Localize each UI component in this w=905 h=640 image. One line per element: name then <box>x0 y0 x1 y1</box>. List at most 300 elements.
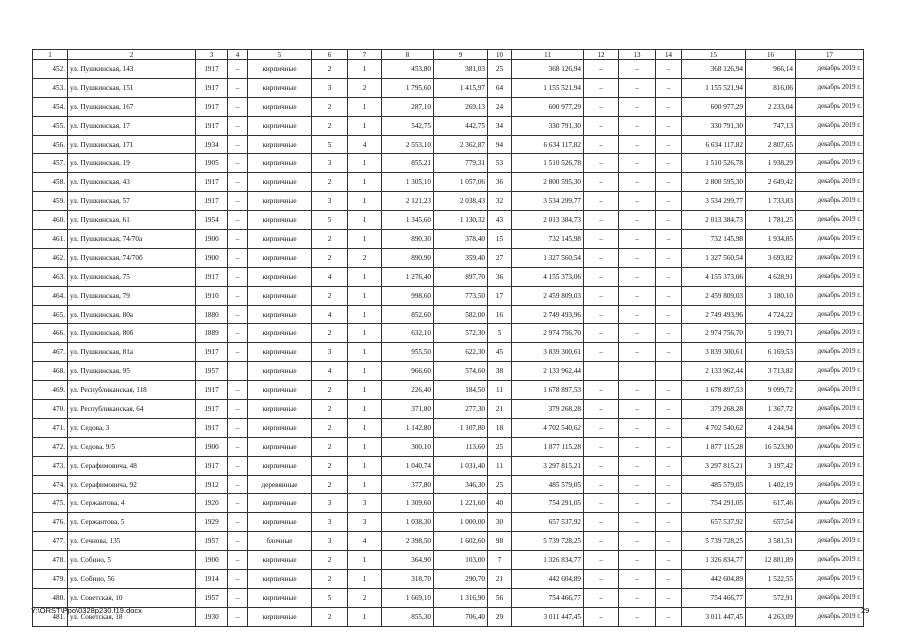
col12-cell: – <box>584 286 619 305</box>
col9-cell: 1 107,80 <box>434 418 488 437</box>
col16-cell: 747,13 <box>746 116 796 135</box>
col11-cell: 2 974 756,70 <box>512 324 584 343</box>
month-cell: декабрь 2019 г. <box>796 513 864 532</box>
col11-cell: 2 800 595,30 <box>512 173 584 192</box>
table-row <box>33 532 864 551</box>
address-cell: ул. Пушкинская, 80а <box>68 305 196 324</box>
col13-cell: – <box>619 588 656 607</box>
table-row <box>33 570 864 589</box>
col7-cell: 1 <box>348 437 382 456</box>
col9-cell: 773,50 <box>434 286 488 305</box>
col9-cell: 1 221,60 <box>434 494 488 513</box>
month-cell: декабрь 2019 г. <box>796 154 864 173</box>
year-cell: 1900 <box>196 551 228 570</box>
table-row <box>33 400 864 419</box>
col6-cell: 2 <box>312 475 348 494</box>
col15-cell: 657 537,92 <box>682 513 746 532</box>
col14-cell: – <box>656 437 682 456</box>
row-number: 457. <box>33 154 68 173</box>
col8-cell: 1 305,10 <box>382 173 434 192</box>
col16-cell: 1 938,29 <box>746 154 796 173</box>
material-cell: кирпичные <box>248 135 312 154</box>
col7-cell: 1 <box>348 192 382 211</box>
month-cell: декабрь 2019 г. <box>796 381 864 400</box>
col6-cell: 2 <box>312 418 348 437</box>
row-number: 480. <box>33 588 68 607</box>
col4-cell: – <box>228 116 248 135</box>
col13-cell: – <box>619 607 656 626</box>
col6-cell: 5 <box>312 588 348 607</box>
col13-cell: – <box>619 570 656 589</box>
address-cell: ул. Собино, 5 <box>68 551 196 570</box>
col13-cell: – <box>619 173 656 192</box>
col14-cell: – <box>656 343 682 362</box>
column-number: 6 <box>312 50 348 60</box>
address-cell: ул. Серафимовича, 48 <box>68 456 196 475</box>
col6-cell: 2 <box>312 400 348 419</box>
col7-cell: 1 <box>348 362 382 381</box>
col11-cell: 3 534 299,77 <box>512 192 584 211</box>
col14-cell: – <box>656 324 682 343</box>
col9-cell: 897,70 <box>434 267 488 286</box>
col10-cell: 5 <box>488 324 512 343</box>
col10-cell: 36 <box>488 267 512 286</box>
col6-cell: 2 <box>312 437 348 456</box>
page-number: 29 <box>861 606 870 615</box>
row-number: 474. <box>33 475 68 494</box>
col14-cell: – <box>656 192 682 211</box>
address-cell: ул. Пушкинская, 167 <box>68 97 196 116</box>
row-number: 453. <box>33 78 68 97</box>
year-cell: 1880 <box>196 305 228 324</box>
col13-cell: – <box>619 116 656 135</box>
address-cell: ул. Серафимовича, 92 <box>68 475 196 494</box>
col16-cell: 816,06 <box>746 78 796 97</box>
col9-cell: 103,00 <box>434 551 488 570</box>
table-row <box>33 607 864 626</box>
material-cell: кирпичные <box>248 286 312 305</box>
col10-cell: 98 <box>488 532 512 551</box>
col10-cell: 25 <box>488 437 512 456</box>
month-cell: декабрь 2019 г. <box>796 248 864 267</box>
col15-cell: 1 155 521,94 <box>682 78 746 97</box>
col15-cell: 485 579,05 <box>682 475 746 494</box>
col12-cell: – <box>584 418 619 437</box>
col16-cell: 9 099,72 <box>746 381 796 400</box>
col10-cell: 53 <box>488 154 512 173</box>
column-number: 10 <box>488 50 512 60</box>
col9-cell: 346,30 <box>434 475 488 494</box>
col14-cell: – <box>656 551 682 570</box>
material-cell: кирпичные <box>248 173 312 192</box>
col4-cell: – <box>228 475 248 494</box>
col4-cell: – <box>228 570 248 589</box>
material-cell: деревянные <box>248 475 312 494</box>
table-row <box>33 475 864 494</box>
col13-cell: – <box>619 324 656 343</box>
col8-cell: 632,10 <box>382 324 434 343</box>
col11-cell: 2 459 809,03 <box>512 286 584 305</box>
table-row <box>33 551 864 570</box>
col6-cell: 2 <box>312 248 348 267</box>
col4-cell: – <box>228 418 248 437</box>
col8-cell: 453,80 <box>382 60 434 79</box>
table-row <box>33 60 864 79</box>
col13-cell: – <box>619 230 656 249</box>
col14-cell: – <box>656 248 682 267</box>
material-cell: кирпичные <box>248 588 312 607</box>
material-cell: кирпичные <box>248 248 312 267</box>
col16-cell: 5 199,71 <box>746 324 796 343</box>
col10-cell: 27 <box>488 248 512 267</box>
address-cell: ул. Пушкинская, 171 <box>68 135 196 154</box>
year-cell: 1917 <box>196 456 228 475</box>
col7-cell: 1 <box>348 154 382 173</box>
col12-cell: – <box>584 551 619 570</box>
col9-cell: 1 415,97 <box>434 78 488 97</box>
col13-cell: – <box>619 400 656 419</box>
material-cell: кирпичные <box>248 456 312 475</box>
month-cell: декабрь 2019 г. <box>796 267 864 286</box>
address-cell: ул. Пушкинская, 57 <box>68 192 196 211</box>
col12-cell: – <box>584 154 619 173</box>
col7-cell: 1 <box>348 116 382 135</box>
table-row <box>33 135 864 154</box>
col11-cell: 2 749 493,96 <box>512 305 584 324</box>
col15-cell: 732 145,98 <box>682 230 746 249</box>
col10-cell: 11 <box>488 381 512 400</box>
col7-cell: 1 <box>348 456 382 475</box>
col7-cell: 1 <box>348 173 382 192</box>
col16-cell: 4 263,09 <box>746 607 796 626</box>
month-cell: декабрь 2019 г. <box>796 418 864 437</box>
table-row <box>33 343 864 362</box>
col7-cell: 1 <box>348 607 382 626</box>
col8-cell: 287,10 <box>382 97 434 116</box>
col6-cell: 3 <box>312 513 348 532</box>
col13-cell: – <box>619 343 656 362</box>
row-number: 463. <box>33 267 68 286</box>
address-cell: ул. Пушкинская, 43 <box>68 173 196 192</box>
col11-cell: 379 268,28 <box>512 400 584 419</box>
col10-cell: 36 <box>488 173 512 192</box>
col9-cell: 269,13 <box>434 97 488 116</box>
year-cell: 1957 <box>196 532 228 551</box>
col6-cell: 2 <box>312 551 348 570</box>
col9-cell: 277,30 <box>434 400 488 419</box>
col14-cell: – <box>656 456 682 475</box>
table-row <box>33 305 864 324</box>
col14-cell: – <box>656 230 682 249</box>
col6-cell: 4 <box>312 305 348 324</box>
year-cell: 1917 <box>196 60 228 79</box>
month-cell: декабрь 2019 г. <box>796 456 864 475</box>
table-row <box>33 437 864 456</box>
col15-cell: 6 634 117,82 <box>682 135 746 154</box>
col16-cell: 2 233,04 <box>746 97 796 116</box>
col11-cell: 600 977,29 <box>512 97 584 116</box>
address-cell: ул. Пушкинская, 80б <box>68 324 196 343</box>
col13-cell: – <box>619 456 656 475</box>
col10-cell: 64 <box>488 78 512 97</box>
col6-cell: 3 <box>312 154 348 173</box>
col4-cell: – <box>228 532 248 551</box>
col14-cell: – <box>656 267 682 286</box>
table-row <box>33 286 864 305</box>
month-cell: декабрь 2019 г. <box>796 588 864 607</box>
table-row <box>33 248 864 267</box>
table-row <box>33 588 864 607</box>
col14-cell <box>656 362 682 381</box>
col10-cell: 21 <box>488 570 512 589</box>
column-number-row <box>33 50 864 60</box>
col15-cell: 1 327 560,54 <box>682 248 746 267</box>
col4-cell: – <box>228 286 248 305</box>
col7-cell: 1 <box>348 418 382 437</box>
table-row <box>33 267 864 286</box>
col16-cell: 3 713,82 <box>746 362 796 381</box>
col10-cell: 34 <box>488 116 512 135</box>
col8-cell: 855,21 <box>382 154 434 173</box>
month-cell: декабрь 2019 г. <box>796 116 864 135</box>
col6-cell: 2 <box>312 60 348 79</box>
material-cell: кирпичные <box>248 343 312 362</box>
col6-cell: 5 <box>312 135 348 154</box>
column-number: 17 <box>796 50 864 60</box>
col15-cell: 600 977,29 <box>682 97 746 116</box>
col4-cell: – <box>228 513 248 532</box>
year-cell: 1917 <box>196 192 228 211</box>
address-cell: ул. Седова, 3 <box>68 418 196 437</box>
col4-cell: – <box>228 305 248 324</box>
col7-cell: 2 <box>348 78 382 97</box>
col10-cell: 32 <box>488 192 512 211</box>
column-number: 14 <box>656 50 682 60</box>
col4-cell: – <box>228 588 248 607</box>
year-cell: 1889 <box>196 324 228 343</box>
row-number: 470. <box>33 400 68 419</box>
row-number: 460. <box>33 211 68 230</box>
col10-cell: 30 <box>488 513 512 532</box>
year-cell: 1920 <box>196 494 228 513</box>
material-cell: кирпичные <box>248 97 312 116</box>
col14-cell: – <box>656 60 682 79</box>
col11-cell: 330 791,30 <box>512 116 584 135</box>
col4-cell: – <box>228 230 248 249</box>
col9-cell: 2 362,87 <box>434 135 488 154</box>
col8-cell: 855,30 <box>382 607 434 626</box>
col6-cell: 2 <box>312 456 348 475</box>
col8-cell: 1 309,60 <box>382 494 434 513</box>
address-cell: ул. Сечнова, 135 <box>68 532 196 551</box>
col9-cell: 378,40 <box>434 230 488 249</box>
col13-cell: – <box>619 418 656 437</box>
table-row <box>33 494 864 513</box>
col11-cell: 442 604,89 <box>512 570 584 589</box>
col10-cell: 16 <box>488 305 512 324</box>
row-number: 472. <box>33 437 68 456</box>
column-number: 8 <box>382 50 434 60</box>
address-cell: ул. Пушкинская, 74/70б <box>68 248 196 267</box>
col8-cell: 226,40 <box>382 381 434 400</box>
col15-cell: 330 791,30 <box>682 116 746 135</box>
col15-cell: 2 133 962,44 <box>682 362 746 381</box>
col8-cell: 890,30 <box>382 230 434 249</box>
col8-cell: 1 345,60 <box>382 211 434 230</box>
col7-cell: 1 <box>348 97 382 116</box>
column-number: 9 <box>434 50 488 60</box>
col15-cell: 2 459 809,03 <box>682 286 746 305</box>
col9-cell: 779,31 <box>434 154 488 173</box>
col8-cell: 1 669,10 <box>382 588 434 607</box>
col10-cell: 15 <box>488 230 512 249</box>
col11-cell: 754 466,77 <box>512 588 584 607</box>
address-cell: ул. Пушкинская, 17 <box>68 116 196 135</box>
material-cell: кирпичные <box>248 513 312 532</box>
col15-cell: 1 877 115,28 <box>682 437 746 456</box>
col11-cell: 3 011 447,45 <box>512 607 584 626</box>
col7-cell: 1 <box>348 60 382 79</box>
material-cell: кирпичные <box>248 400 312 419</box>
col13-cell: – <box>619 78 656 97</box>
column-number: 11 <box>512 50 584 60</box>
row-number: 455. <box>33 116 68 135</box>
col6-cell: 3 <box>312 494 348 513</box>
year-cell: 1929 <box>196 513 228 532</box>
col12-cell: – <box>584 494 619 513</box>
col12-cell: – <box>584 513 619 532</box>
col4-cell: – <box>228 494 248 513</box>
month-cell: декабрь 2019 г. <box>796 135 864 154</box>
col12-cell: – <box>584 116 619 135</box>
table-row <box>33 230 864 249</box>
address-cell: ул. Советская, 10 <box>68 588 196 607</box>
col12-cell: – <box>584 230 619 249</box>
month-cell: декабрь 2019 г. <box>796 494 864 513</box>
row-number: 464. <box>33 286 68 305</box>
row-number: 467. <box>33 343 68 362</box>
col11-cell: 657 537,92 <box>512 513 584 532</box>
col16-cell: 12 881,89 <box>746 551 796 570</box>
col8-cell: 1 142,80 <box>382 418 434 437</box>
col16-cell: 1 402,19 <box>746 475 796 494</box>
col13-cell: – <box>619 192 656 211</box>
col14-cell: – <box>656 607 682 626</box>
month-cell: декабрь 2019 г. <box>796 173 864 192</box>
year-cell: 1910 <box>196 286 228 305</box>
year-cell: 1914 <box>196 570 228 589</box>
year-cell: 1912 <box>196 475 228 494</box>
year-cell: 1917 <box>196 97 228 116</box>
row-number: 461. <box>33 230 68 249</box>
column-number: 13 <box>619 50 656 60</box>
column-number: 7 <box>348 50 382 60</box>
col4-cell: – <box>228 551 248 570</box>
material-cell: кирпичные <box>248 116 312 135</box>
col16-cell: 657,54 <box>746 513 796 532</box>
month-cell: декабрь 2019 г. <box>796 97 864 116</box>
year-cell: 1905 <box>196 154 228 173</box>
col10-cell: 24 <box>488 97 512 116</box>
col14-cell: – <box>656 588 682 607</box>
col9-cell: 113,60 <box>434 437 488 456</box>
month-cell: декабрь 2019 г. <box>796 437 864 456</box>
col15-cell: 379 268,28 <box>682 400 746 419</box>
column-number: 3 <box>196 50 228 60</box>
col15-cell: 1 510 526,78 <box>682 154 746 173</box>
address-cell: ул. Сержантова, 4 <box>68 494 196 513</box>
col16-cell: 4 724,22 <box>746 305 796 324</box>
month-cell: декабрь 2019 г. <box>796 78 864 97</box>
month-cell: декабрь 2019 г. <box>796 60 864 79</box>
col9-cell: 1 316,90 <box>434 588 488 607</box>
col14-cell: – <box>656 305 682 324</box>
address-cell: ул. Пушкинская, 151 <box>68 78 196 97</box>
col14-cell: – <box>656 135 682 154</box>
col9-cell: 1 031,40 <box>434 456 488 475</box>
address-cell: ул. Собино, 56 <box>68 570 196 589</box>
address-cell: ул. Пушкинская, 74/70а <box>68 230 196 249</box>
col13-cell: – <box>619 532 656 551</box>
material-cell: кирпичные <box>248 362 312 381</box>
row-number: 477. <box>33 532 68 551</box>
col11-cell: 1 678 897,53 <box>512 381 584 400</box>
col13-cell: – <box>619 248 656 267</box>
col4-cell: – <box>228 135 248 154</box>
col13-cell: – <box>619 305 656 324</box>
table-row <box>33 97 864 116</box>
col10-cell: 29 <box>488 607 512 626</box>
month-cell: декабрь 2019 г. <box>796 570 864 589</box>
year-cell: 1917 <box>196 343 228 362</box>
year-cell: 1917 <box>196 116 228 135</box>
col12-cell: – <box>584 456 619 475</box>
col7-cell: 1 <box>348 324 382 343</box>
col11-cell: 4 702 540,62 <box>512 418 584 437</box>
col16-cell: 1 733,83 <box>746 192 796 211</box>
col10-cell: 25 <box>488 60 512 79</box>
col8-cell: 542,75 <box>382 116 434 135</box>
col16-cell: 1 781,25 <box>746 211 796 230</box>
material-cell: кирпичные <box>248 607 312 626</box>
col6-cell: 4 <box>312 362 348 381</box>
col13-cell: – <box>619 286 656 305</box>
col14-cell: – <box>656 494 682 513</box>
material-cell: кирпичные <box>248 154 312 173</box>
col8-cell: 1 040,74 <box>382 456 434 475</box>
row-number: 468. <box>33 362 68 381</box>
col7-cell: 1 <box>348 551 382 570</box>
table-row <box>33 324 864 343</box>
row-number: 478. <box>33 551 68 570</box>
address-cell: ул. Республиканская, 64 <box>68 400 196 419</box>
row-number: 475. <box>33 494 68 513</box>
table-row <box>33 456 864 475</box>
col15-cell: 442 604,89 <box>682 570 746 589</box>
col10-cell: 21 <box>488 400 512 419</box>
col12-cell: – <box>584 381 619 400</box>
col15-cell: 1 678 897,53 <box>682 381 746 400</box>
col9-cell: 622,30 <box>434 343 488 362</box>
col11-cell: 3 297 815,21 <box>512 456 584 475</box>
col12-cell <box>584 362 619 381</box>
month-cell: декабрь 2019 г. <box>796 532 864 551</box>
col6-cell: 3 <box>312 343 348 362</box>
col10-cell: 43 <box>488 211 512 230</box>
col7-cell: 1 <box>348 343 382 362</box>
col12-cell: – <box>584 173 619 192</box>
col7-cell: 2 <box>348 588 382 607</box>
